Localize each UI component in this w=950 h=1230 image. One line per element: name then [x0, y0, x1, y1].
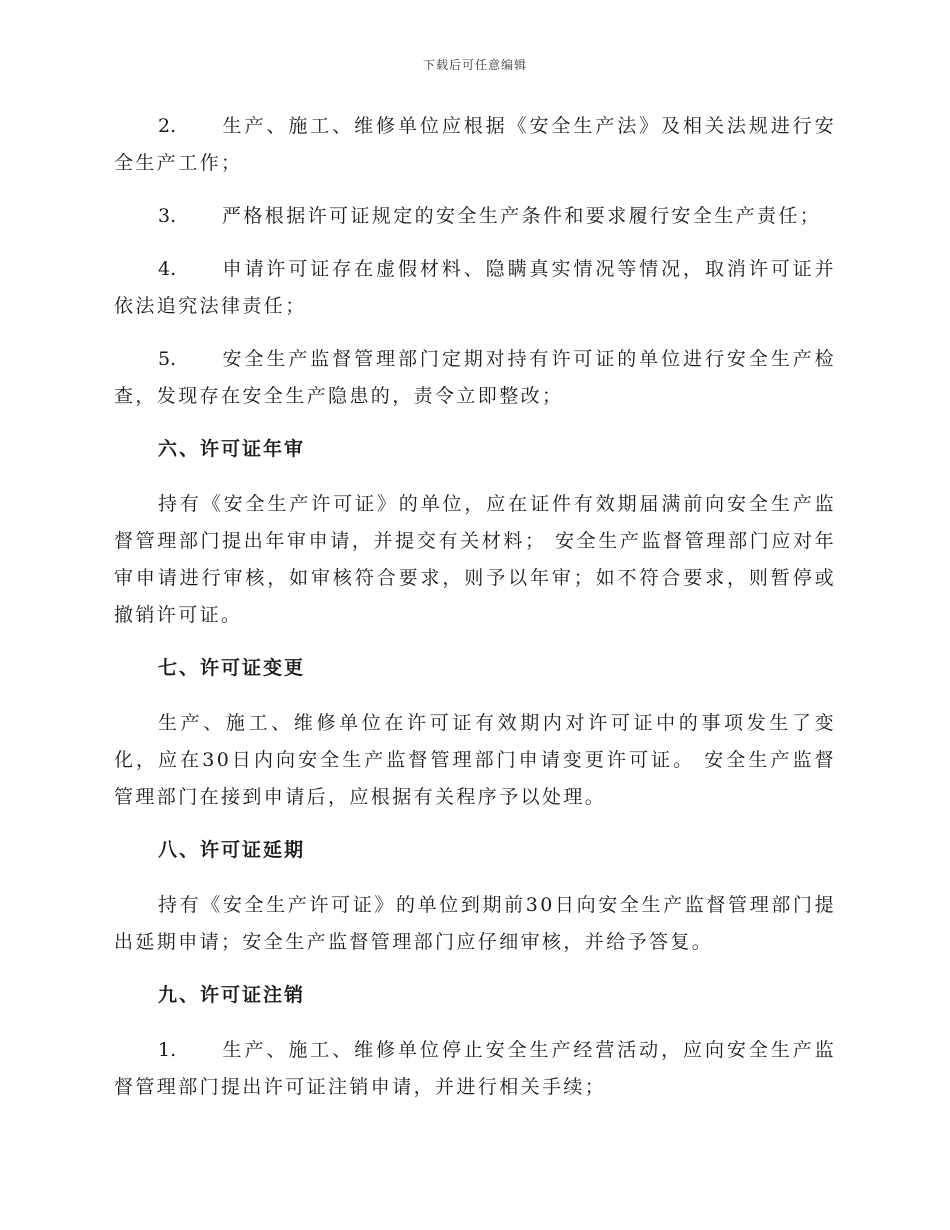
- item-text: 生产、施工、维修单位停止安全生产经营活动，应向安全生产监督管理部门提出许可证注销申请，并进行相关手续；: [114, 1039, 836, 1098]
- list-item: [114, 198, 836, 235]
- item-number: 4.: [158, 258, 177, 280]
- list-item: [114, 108, 836, 182]
- item-text: 生产、施工、维修单位应根据《安全生产法》及相关法规进行安全生产工作；: [114, 115, 836, 174]
- item-text: 申请许可证存在虚假材料、隐瞒真实情况等情况，取消许可证并依法追究法律责任；: [114, 258, 836, 317]
- list-item: [114, 341, 836, 415]
- list-item: [114, 251, 836, 325]
- section-heading-cancellation: 九、许可证注销: [158, 984, 306, 1006]
- item-number: 3.: [158, 205, 177, 227]
- item-text: 安全生产监督管理部门定期对持有许可证的单位进行安全生产检查，发现存在安全生产隐患的，责令立即整改；: [114, 348, 836, 407]
- section-heading-change: 七、许可证变更: [158, 657, 306, 679]
- page-header: 下载后可任意编辑: [422, 58, 527, 72]
- item-text: 严格根据许可证规定的安全生产条件和要求履行安全生产责任；: [222, 205, 822, 227]
- item-number: 5.: [158, 348, 177, 370]
- item-number: 1.: [158, 1039, 177, 1061]
- item-number: 2.: [158, 115, 177, 137]
- section-body-extension: 持有《安全生产许可证》的单位到期前30日向安全生产监督管理部门提出延期申请；安全生产监督管理部门应仔细审核，并给予答复。: [114, 894, 836, 953]
- document-body: [114, 108, 836, 1122]
- section-heading-annual-review: 六、许可证年审: [158, 438, 306, 460]
- section-heading-extension: 八、许可证延期: [158, 839, 306, 861]
- section-body-annual-review: 持有《安全生产许可证》的单位，应在证件有效期届满前向安全生产监督管理部门提出年审申请，并提交有关材料； 安全生产监督管理部门应对年审申请进行审核，如审核符合要求，则予以年审；如不符合要求，则暂停或撤销许可证。: [114, 493, 836, 626]
- section-body-change: 生产、施工、维修单位在许可证有效期内对许可证中的事项发生了变化，应在30日内向安全生产监督管理部门申请变更许可证。 安全生产监督管理部门在接到申请后，应根据有关程序予以处理。: [114, 712, 836, 808]
- list-item: [114, 1032, 836, 1106]
